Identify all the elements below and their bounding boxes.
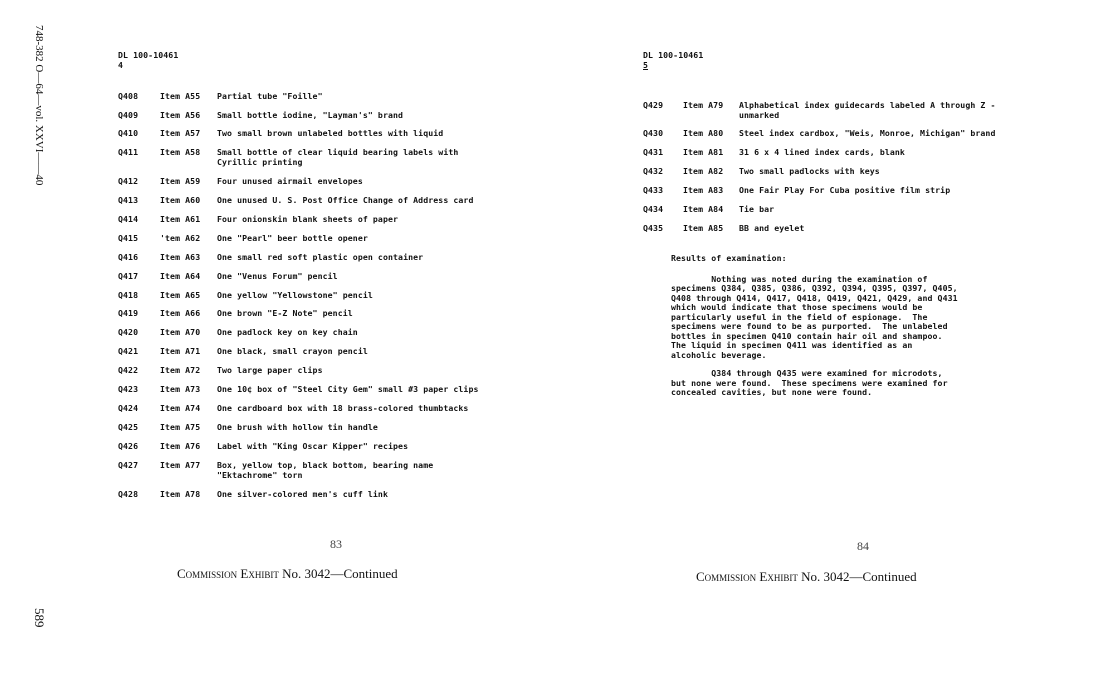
specimen-number: Q433 xyxy=(643,185,664,195)
specimen-number: Q419 xyxy=(118,308,139,318)
item-description: Four unused airmail envelopes xyxy=(217,176,363,186)
specimen-number: Q435 xyxy=(643,223,664,233)
item-description: One yellow "Yellowstone" pencil xyxy=(217,290,373,300)
item-description: Partial tube "Foille" xyxy=(217,91,323,101)
left-footer-page-number: 83 xyxy=(330,537,342,551)
item-description: One brown "E-Z Note" pencil xyxy=(217,308,353,318)
item-description: 31 6 x 4 lined index cards, blank xyxy=(739,147,905,157)
item-description: One "Pearl" beer bottle opener xyxy=(217,233,368,243)
item-number: Item A55 xyxy=(160,91,201,101)
item-number: 'tem A62 xyxy=(160,233,201,243)
item-number: Item A77 xyxy=(160,460,201,470)
specimen-number: Q409 xyxy=(118,110,139,120)
page-number: 5 xyxy=(643,60,649,70)
caption-rest: No. 3042—Continued xyxy=(282,566,398,581)
specimen-number: Q408 xyxy=(118,91,139,101)
item-number: Item A78 xyxy=(160,489,201,499)
bottom-page-number: 589 xyxy=(32,608,47,628)
item-description: Two small padlocks with keys xyxy=(739,166,880,176)
specimen-number: Q414 xyxy=(118,214,139,224)
specimen-number: Q430 xyxy=(643,128,664,138)
specimen-number: Q432 xyxy=(643,166,664,176)
specimen-number: Q428 xyxy=(118,489,139,499)
item-number: Item A73 xyxy=(160,384,201,394)
right-exhibit-page xyxy=(643,50,1063,650)
specimen-number: Q413 xyxy=(118,195,139,205)
specimen-number: Q427 xyxy=(118,460,139,470)
item-number: Item A80 xyxy=(683,128,724,138)
item-description: Alphabetical index guidecards labeled A through Z - unmarked xyxy=(739,100,996,120)
specimen-number: Q434 xyxy=(643,204,664,214)
specimen-number: Q431 xyxy=(643,147,664,157)
item-description: BB and eyelet xyxy=(739,223,805,233)
results-paragraph-1: Nothing was noted during the examination of specimens Q384, Q385, Q386, Q392, Q394, Q395, Q397, Q405, Q408 through Q414, Q417, Q418, Q419, Q421, Q429, and Q431 which would indicate that those specimens would be particularly useful in the field of espionage. The specimens were found to be as purported. The unlabeled bottles in specimen Q410 contain hair oil and shampoo. The liquid in specimen Q411 was identified as an alcoholic beverage. xyxy=(671,273,958,360)
item-number: Item A82 xyxy=(683,166,724,176)
item-number: Item A64 xyxy=(160,271,201,281)
item-number: Item A84 xyxy=(683,204,724,214)
specimen-number: Q425 xyxy=(118,422,139,432)
left-exhibit-page xyxy=(118,50,548,650)
specimen-number: Q429 xyxy=(643,100,664,110)
specimen-number: Q418 xyxy=(118,290,139,300)
item-number: Item A71 xyxy=(160,346,201,356)
page-header xyxy=(643,50,1063,70)
item-number: Item A66 xyxy=(160,308,201,318)
item-description: Two large paper clips xyxy=(217,365,323,375)
specimen-number: Q426 xyxy=(118,441,139,451)
item-description: Label with "King Oscar Kipper" recipes xyxy=(217,441,409,451)
item-number: Item A81 xyxy=(683,147,724,157)
item-description: One "Venus Forum" pencil xyxy=(217,271,338,281)
item-number: Item A59 xyxy=(160,176,201,186)
item-description: One silver-colored men's cuff link xyxy=(217,489,388,499)
item-number: Item A75 xyxy=(160,422,201,432)
caption-prefix: Commission Exhibit xyxy=(177,566,279,581)
specimen-number: Q423 xyxy=(118,384,139,394)
item-description: Box, yellow top, black bottom, bearing name "Ektachrome" torn xyxy=(217,460,434,480)
item-number: Item A79 xyxy=(683,100,724,110)
page-number: 4 xyxy=(118,60,124,70)
page-header xyxy=(118,50,548,70)
item-description: One Fair Play For Cuba positive film strip xyxy=(739,185,951,195)
specimen-number: Q415 xyxy=(118,233,139,243)
item-number: Item A58 xyxy=(160,147,201,157)
specimen-number: Q420 xyxy=(118,327,139,337)
left-caption xyxy=(177,566,398,582)
volume-page-number xyxy=(32,608,51,638)
specimen-number: Q417 xyxy=(118,271,139,281)
results-heading: Results of examination: xyxy=(671,253,787,263)
volume-spine-label xyxy=(33,25,51,230)
item-description: Steel index cardbox, "Weis, Monroe, Michigan" brand xyxy=(739,128,996,138)
item-description: One brush with hollow tin handle xyxy=(217,422,378,432)
item-number: Item A56 xyxy=(160,110,201,120)
spine-text: 748-382 O—64—vol. XXVI——40 xyxy=(33,25,45,186)
item-description: One black, small crayon pencil xyxy=(217,346,368,356)
item-description: Four onionskin blank sheets of paper xyxy=(217,214,399,224)
item-number: Item A85 xyxy=(683,223,724,233)
item-description: One cardboard box with 18 brass-colored thumbtacks xyxy=(217,403,469,413)
specimen-number: Q410 xyxy=(118,128,139,138)
specimen-number: Q411 xyxy=(118,147,139,157)
item-number: Item A65 xyxy=(160,290,201,300)
item-description: Tie bar xyxy=(739,204,775,214)
item-number: Item A60 xyxy=(160,195,201,205)
caption-rest: No. 3042—Continued xyxy=(801,569,917,584)
item-number: Item A57 xyxy=(160,128,201,138)
results-paragraph-2: Q384 through Q435 were examined for microdots, but none were found. These specimens were examined for concealed cavities, but none were found. xyxy=(671,368,948,397)
item-number: Item A70 xyxy=(160,327,201,337)
caption-prefix: Commission Exhibit xyxy=(696,569,798,584)
specimen-number: Q422 xyxy=(118,365,139,375)
specimen-number: Q421 xyxy=(118,346,139,356)
item-description: One padlock key on key chain xyxy=(217,327,358,337)
item-description: Two small brown unlabeled bottles with liquid xyxy=(217,128,444,138)
item-number: Item A76 xyxy=(160,441,201,451)
results-section xyxy=(671,254,1011,398)
file-number: DL 100-10461 xyxy=(643,50,704,60)
item-number: Item A72 xyxy=(160,365,201,375)
specimen-number: Q416 xyxy=(118,252,139,262)
item-description: Small bottle iodine, "Layman's" brand xyxy=(217,110,404,120)
item-description: One small red soft plastic open container xyxy=(217,252,424,262)
item-description: Small bottle of clear liquid bearing labels with Cyrillic printing xyxy=(217,147,459,167)
specimen-number: Q412 xyxy=(118,176,139,186)
item-number: Item A83 xyxy=(683,185,724,195)
item-number: Item A63 xyxy=(160,252,201,262)
item-number: Item A74 xyxy=(160,403,201,413)
item-description: One 10¢ box of "Steel City Gem" small #3 paper clips xyxy=(217,384,479,394)
file-number: DL 100-10461 xyxy=(118,50,179,60)
specimen-number: Q424 xyxy=(118,403,139,413)
right-caption xyxy=(696,569,917,585)
item-description: One unused U. S. Post Office Change of Address card xyxy=(217,195,474,205)
right-footer-page-number: 84 xyxy=(857,539,869,553)
item-number: Item A61 xyxy=(160,214,201,224)
